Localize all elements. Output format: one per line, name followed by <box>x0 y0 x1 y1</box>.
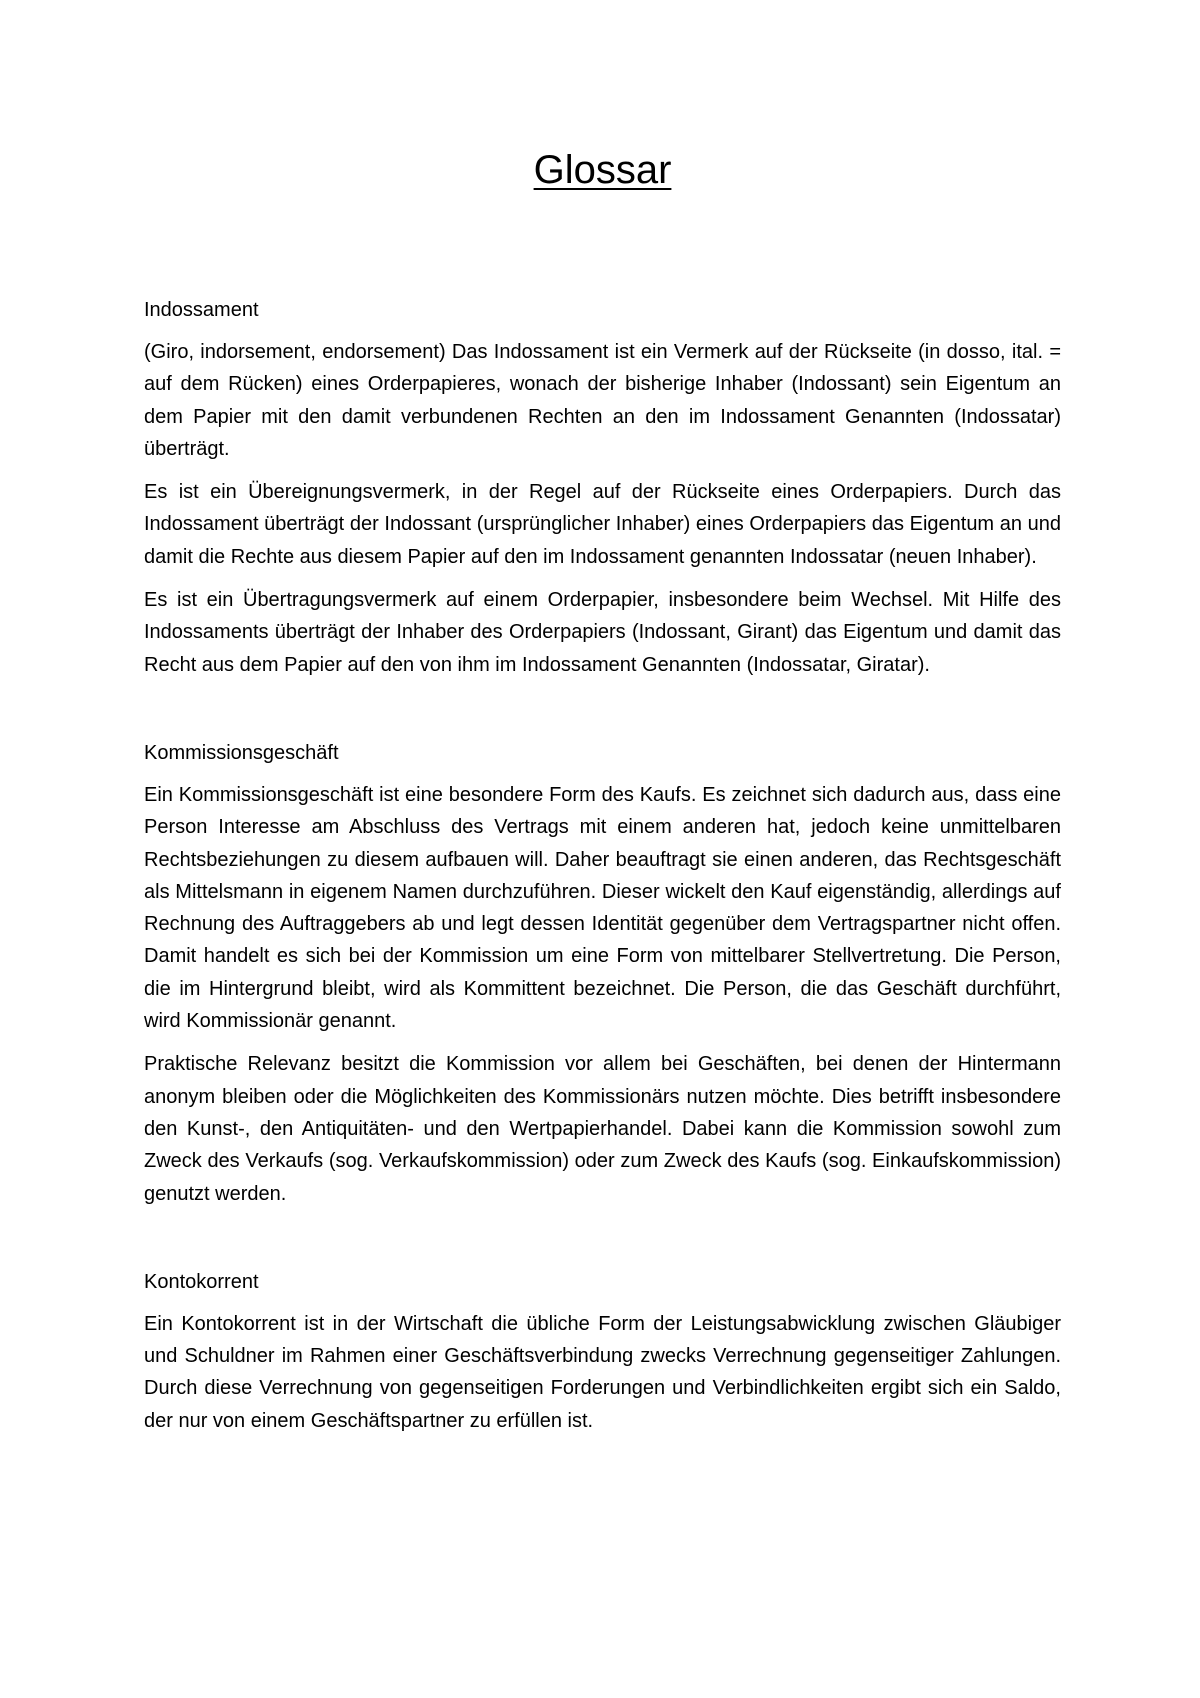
glossary-entry-indossament <box>144 294 1061 681</box>
glossary-paragraph: Es ist ein Übertragungsvermerk auf einem Orderpapier, insbesondere beim Wechsel. Mit Hilfe des Indossaments überträgt der Inhaber des Orderpapiers (Indossant, Girant) das Eigentum und damit das Recht aus dem Papier auf den von ihm im Indossament Genannten (Indossatar, Giratar). <box>144 589 1061 676</box>
glossary-paragraph: Ein Kontokorrent ist in der Wirtschaft die übliche Form der Leistungsabwicklung zwischen Gläubiger und Schuldner im Rahmen einer Geschäftsverbindung zwecks Verrechnung gegenseitiger Zahlungen. Durch diese Verrechnung von gegenseitigen Forderungen und Verbindlichkeiten ergibt sich ein Saldo, der nur von einem Geschäftspartner zu erfüllen ist. <box>144 1312 1061 1432</box>
glossary-entry-kommissionsgeschaeft <box>144 737 1061 1210</box>
glossary-term: Indossament <box>144 299 259 321</box>
glossary-paragraph: Ein Kommissionsgeschäft ist eine besondere Form des Kaufs. Es zeichnet sich dadurch aus, dass eine Person Interesse am Abschluss des Vertrags mit einem anderen hat, jedoch keine unmittelbaren Rechtsbeziehungen zu diesem aufbauen will. Daher beauftragt sie einen anderen, das Rechtsgeschäft als Mittelsmann in eigenem Namen durchzuführen. Dieser wickelt den Kauf eigenständig, allerdings auf Rechnung des Auftraggebers ab und legt dessen Identität gegenüber dem Vertragspartner nicht offen. Damit handelt es sich bei der Kommission um eine Form von mittelbarer Stellvertretung. Die Person, die im Hintergrund bleibt, wird als Kommittent bezeichnet. Die Person, die das Geschäft durchführt, wird Kommissionär genannt. <box>144 783 1061 1033</box>
glossary-paragraph: (Giro, indorsement, endorsement) Das Indossament ist ein Vermerk auf der Rückseite (in dosso, ital. = auf dem Rücken) eines Orderpapieres, wonach der bisherige Inhaber (Indossant) sein Eigentum an dem Papier mit den damit verbundenen Rechten an den im Indossament Genannten (Indossatar) überträgt. <box>144 341 1061 460</box>
glossary-term: Kommissionsgeschäft <box>144 741 339 764</box>
glossary-term: Kontokorrent <box>144 1270 259 1293</box>
glossary-entry-kontokorrent <box>144 1266 1061 1437</box>
glossary-paragraph: Es ist ein Übereignungsvermerk, in der Regel auf der Rückseite eines Orderpapiers. Durch das Indossament überträgt der Indossant (ursprünglicher Inhaber) eines Orderpapiers das Eigentum an und damit die Rechte aus diesem Papier auf den im Indossament genannten Indossatar (neuen Inhaber). <box>144 481 1061 568</box>
glossary-paragraph: Praktische Relevanz besitzt die Kommission vor allem bei Geschäften, bei denen der Hintermann anonym bleiben oder die Möglichkeiten des Kommissionärs nutzen möchte. Dies betrifft insbesondere den Kunst-, den Antiquitäten- und den Wertpapierhandel. Dabei kann die Kommission sowohl zum Zweck des Verkaufs (sog. Verkaufskommission) oder zum Zweck des Kaufs (sog. Einkaufskommission) genutzt werden. <box>144 1053 1061 1205</box>
glossary-content <box>144 294 1061 1448</box>
page-title: Glossar <box>533 148 672 192</box>
